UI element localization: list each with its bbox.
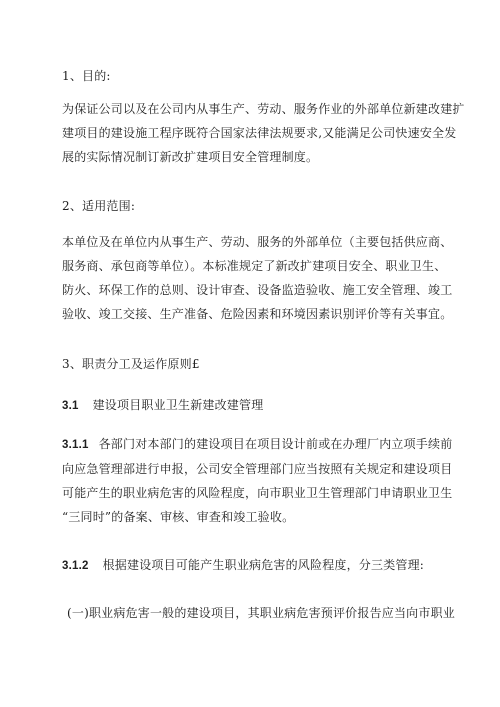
paragraph-line: 展的实际情况制订新改扩建项目安全管理制度。	[62, 150, 319, 164]
section-number: 3.1.1	[62, 439, 89, 451]
paragraph-line: 可能产生的职业病危害的风险程度，向市职业卫生管理部门申请职业卫生	[62, 486, 453, 500]
paragraph-line: 建项目的建设施工程序既符合国家法律法规要求,又能满足公司快速安全发	[62, 126, 457, 140]
section-title: 根据建设项目可能产生职业病危害的风险程度，分三类管理:	[102, 558, 425, 572]
section-2-body	[62, 230, 453, 326]
section-3-heading: 3、职责分工及运作原则£	[62, 357, 200, 371]
paragraph-line: 各部门对本部门的建设项目在项目设计前或在办理厂内立项手续前	[98, 437, 453, 451]
section-1-heading: 1、目的:	[62, 69, 111, 83]
section-3-1-2-heading	[62, 553, 442, 578]
section-number: 3.1	[62, 400, 79, 412]
section-2-heading: 2、适用范围:	[62, 199, 136, 213]
paragraph-line: (一)职业病危害一般的建设项目，其职业病危害预评价报告应当向市职业	[67, 606, 455, 620]
paragraph-line: “三同时”的备案、审核、审查和竣工验收。	[62, 510, 295, 524]
paragraph-line: 向应急管理部进行申报，公司安全管理部门应当按照有关规定和建设项目	[62, 462, 453, 476]
paragraph-line: 服务商、承包商等单位）。本标准规定了新改扩建项目安全、职业卫生、	[62, 259, 447, 273]
section-3-1-heading	[62, 393, 442, 418]
section-title: 建设项目职业卫生新建改建管理	[92, 398, 264, 412]
paragraph-line: 本单位及在单位内从事生产、劳动、服务的外部单位（主要包括供应商、	[62, 235, 453, 249]
paragraph-line: 验收、竣工交接、生产准备、危险因素和环境因素识别评价等有关事宜。	[62, 307, 453, 321]
section-3-1-1-body	[62, 432, 453, 529]
paragraph-line: 防火、环保工作的总则、设计审查、设备监造验收、施工安全管理、竣工	[62, 283, 453, 297]
section-1-body	[62, 97, 465, 169]
section-number: 3.1.2	[62, 560, 89, 572]
section-3-1-2-item	[67, 601, 455, 625]
paragraph-line: 为保证公司以及在公司内从事生产、劳动、服务作业的外部单位新建改建扩	[62, 102, 465, 116]
